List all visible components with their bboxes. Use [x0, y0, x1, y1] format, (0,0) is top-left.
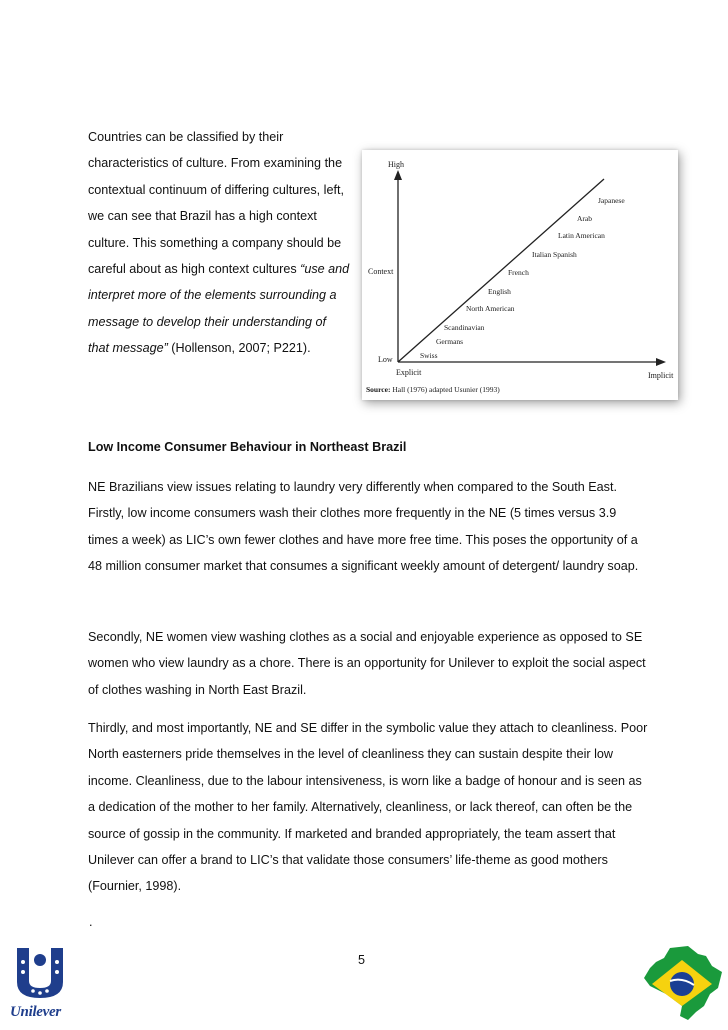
figure-source: [366, 385, 500, 394]
unilever-wordmark: Unilever: [10, 1004, 61, 1020]
intro-quote: “use and interpret more of the elements surrounding a message to develop their understanding of that message”: [88, 262, 350, 356]
culture-label: Japanese: [598, 196, 625, 205]
x-axis-implicit-label: Implicit: [648, 371, 674, 380]
figure-source-text: Hall (1976) adapted Usunier (1993): [390, 385, 500, 394]
intro-paragraph: [88, 124, 350, 362]
x-axis-explicit-label: Explicit: [396, 368, 422, 377]
page-number: 5: [358, 953, 366, 967]
intro-citation: (Hollenson, 2007; P221).: [167, 341, 311, 356]
continuum-line: [398, 179, 604, 362]
culture-label: English: [488, 287, 511, 296]
culture-label: French: [508, 268, 529, 277]
body-paragraph-2: Secondly, NE women view washing clothes as a social and enjoyable experience as opposed to SE women who view laundry as a chore. There is an opportunity for Unilever to exploit the social aspect of clothes washing in North East Brazil.: [88, 630, 646, 697]
culture-label: Germans: [436, 337, 464, 346]
culture-label: Swiss: [420, 351, 438, 360]
figure-source-label: Source:: [366, 385, 391, 394]
intro-text: Countries can be classified by their characteristics of culture. From examining the contextual continuum of differing cultures, left, we can see that Brazil has a high context culture. This something a company should be careful about as high context cultures: [88, 130, 344, 277]
y-axis-high-label: High: [388, 160, 404, 169]
trailing-dot: .: [89, 915, 93, 929]
culture-label: Arab: [577, 214, 592, 223]
y-axis-context-label: Context: [368, 267, 394, 276]
x-axis-arrow: [656, 358, 666, 366]
context-continuum-diagram: [362, 150, 678, 400]
unilever-logo-icon: [7, 944, 73, 1002]
y-axis-low-label: Low: [378, 355, 393, 364]
culture-label: Latin American: [558, 231, 605, 240]
context-continuum-figure: [362, 150, 678, 400]
y-axis-arrow: [394, 170, 402, 180]
culture-label: Italian Spanish: [532, 250, 577, 259]
body-paragraph-3: Thirdly, and most importantly, NE and SE differ in the symbolic value they attach to cleanliness. Poor North easterners pride themselves in the level of cleanliness they can sustain despite their low income. Cleanliness, due to the labour intensiveness, is worn like a badge of honour and is seen as a dedication of the mother to her family. Alternatively, cleanliness, or lack thereof, can often be the source of gossip in the community. If marketed and branded appropriately, the team assert that Unilever can offer a brand to LIC’s that validate those consumers’ life-theme as good mothers (Fournier, 1998).: [88, 721, 648, 894]
culture-label: Scandinavian: [444, 323, 485, 332]
body-paragraph-1: NE Brazilians view issues relating to laundry very differently when compared to the South East. Firstly, low income consumers wash their clothes more frequently in the NE (5 times versus 3.9 times a week) as LIC’s own fewer clothes and have more free time. This poses the opportunity of a 48 million consumer market that consumes a significant weekly amount of detergent/ laundry soap.: [88, 480, 639, 574]
culture-label: North American: [466, 304, 515, 313]
section-heading: Low Income Consumer Behaviour in Northeast Brazil: [88, 440, 407, 454]
brazil-map-flag-icon: [640, 944, 724, 1024]
